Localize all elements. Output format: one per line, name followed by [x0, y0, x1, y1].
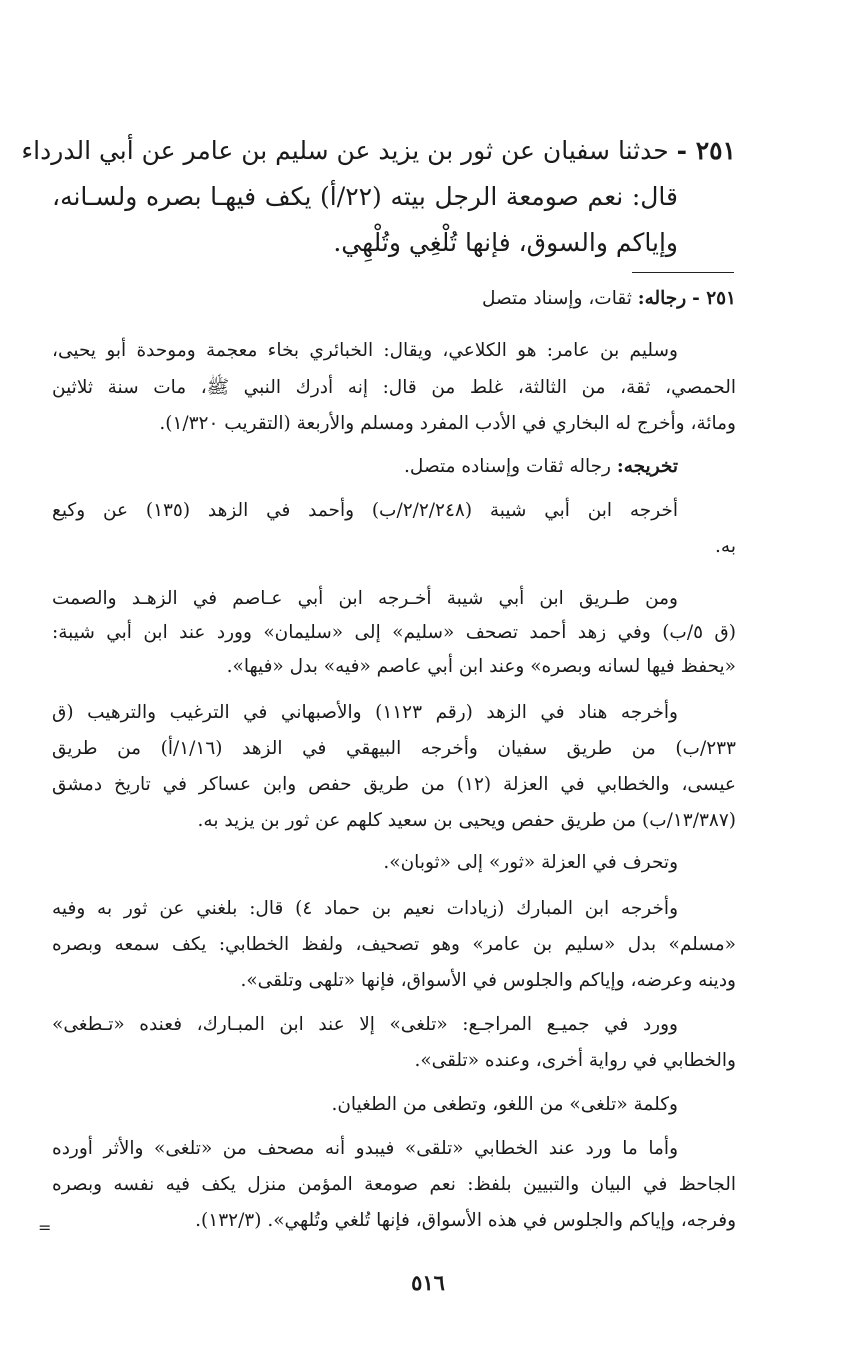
- note-p3-line-1: ومن طـريق ابن أبي شيبة أخـرجه ابن أبي عـاصم في الزهـد والصمت: [52, 588, 678, 609]
- hadith-line-1: [21, 136, 736, 165]
- continuation-mark: =: [38, 1218, 52, 1237]
- hadith-line-2: قال: نعم صومعة الرجل بيته (٢٢/أ) يكف فيهـا بصره ولسـانه،: [52, 182, 679, 211]
- note-p3-line-3: «يحفظ فيها لسانه وبصره» وعند ابن أبي عاصم «فيه» بدل «فيها».: [226, 656, 736, 677]
- note-p1-line-2: الحمصي، ثقة، من الثالثة، غلط من قال: إنه أدرك النبي ﷺ، مات سنة ثلاثين: [52, 377, 736, 398]
- note-p9-line-1: وأما ما ورد عند الخطابي «تلقى» فيبدو أنه مصحف من «تلغى» والأثر أورده: [52, 1138, 678, 1159]
- note-p4-line-3: عيسى، والخطابي في العزلة (١٢) من طريق حفص وابن عساكر في تاريخ دمشق: [52, 774, 736, 795]
- note-p2-line-1: أخرجه ابن أبي شيبة (٢/٢/٢٤٨/ب) وأحمد في الزهد (١٣٥) عن وكيع: [52, 500, 678, 521]
- note-p4-line-2: ٢٣٣/ب) من طريق سفيان وأخرجه البيهقي في الزهد (١/١٦/أ) من طريق: [52, 738, 736, 759]
- hadith-text: حدثنا سفيان عن ثور بن يزيد عن سليم بن عامر عن أبي الدرداء: [21, 136, 669, 165]
- note-p3-line-2: (ق ٥/ب) وفي زهد أحمد تصحف «سليم» إلى «سليمان» وورد عند ابن أبي شيبة:: [52, 622, 736, 643]
- note-p4-line-4: (١٣/٣٨٧/ب) من طريق حفص ويحيى بن سعيد كلهم عن ثور بن يزيد به.: [197, 810, 736, 831]
- note-p6-line-1: وأخرجه ابن المبارك (زيادات نعيم بن حماد ٤) قال: بلغني عن ثور به وفيه: [52, 898, 679, 919]
- takhrij-label: تخريجه:: [616, 456, 678, 477]
- note-p4-line-1: وأخرجه هناد في الزهد (رقم ١١٢٣) والأصبهاني في الترغيب والترهيب (ق: [52, 702, 678, 723]
- takhrij-text: رجاله ثقات وإسناده متصل.: [404, 456, 611, 477]
- notes-heading: [482, 288, 736, 309]
- footnote-separator: [632, 272, 734, 273]
- note-p9-line-2: الجاحظ في البيان والتبيين بلفظ: نعم صومعة المؤمن منزل يكف فيه نفسه وبصره: [52, 1174, 736, 1195]
- note-p7-line-1: وورد في جميـع المراجـع: «تلغى» إلا عند ابن المبـارك، فعنده «تـطغى»: [52, 1014, 678, 1035]
- notes-heading-label: رجاله:: [637, 288, 687, 309]
- note-p9-line-3: وفرجه، وإياكم والجلوس في هذه الأسواق، فإنها تُلغي وتُلهي». (١٣٢/٣).: [195, 1210, 736, 1231]
- notes-heading-text: ثقات، وإسناد متصل: [482, 288, 632, 309]
- hadith-line-3: وإياكم والسوق، فإنها تُلْغِي وتُلْهِي.: [333, 228, 678, 257]
- note-p6-line-3: ودينه وعرضه، وإياكم والجلوس في الأسواق، فإنها «تلهى وتلقى».: [240, 970, 736, 991]
- note-p1-line-1: وسليم بن عامر: هو الكلاعي، ويقال: الخبائري بخاء معجمة وموحدة أبو يحيى،: [52, 340, 678, 361]
- notes-heading-number: ٢٥١ -: [692, 288, 736, 309]
- note-p8: وكلمة «تلغى» من اللغو، وتطغى من الطغيان.: [331, 1094, 678, 1115]
- note-p2-line-2: به.: [715, 536, 736, 557]
- note-p7-line-2: والخطابي في رواية أخرى، وعنده «تلقى».: [414, 1050, 736, 1071]
- page-number: ٥١٦: [411, 1270, 445, 1295]
- note-p6-line-2: «مسلم» بدل «سليم بن عامر» وهو تصحيف، ولفظ الخطابي: يكف سمعه وبصره: [52, 934, 736, 955]
- hadith-number: ٢٥١ -: [676, 136, 736, 165]
- note-p5: وتحرف في العزلة «ثور» إلى «ثوبان».: [383, 852, 678, 873]
- note-p1-line-3: ومائة، وأخرج له البخاري في الأدب المفرد ومسلم والأربعة (التقريب ١/٣٢٠).: [159, 413, 736, 434]
- takhrij-line: [404, 456, 678, 477]
